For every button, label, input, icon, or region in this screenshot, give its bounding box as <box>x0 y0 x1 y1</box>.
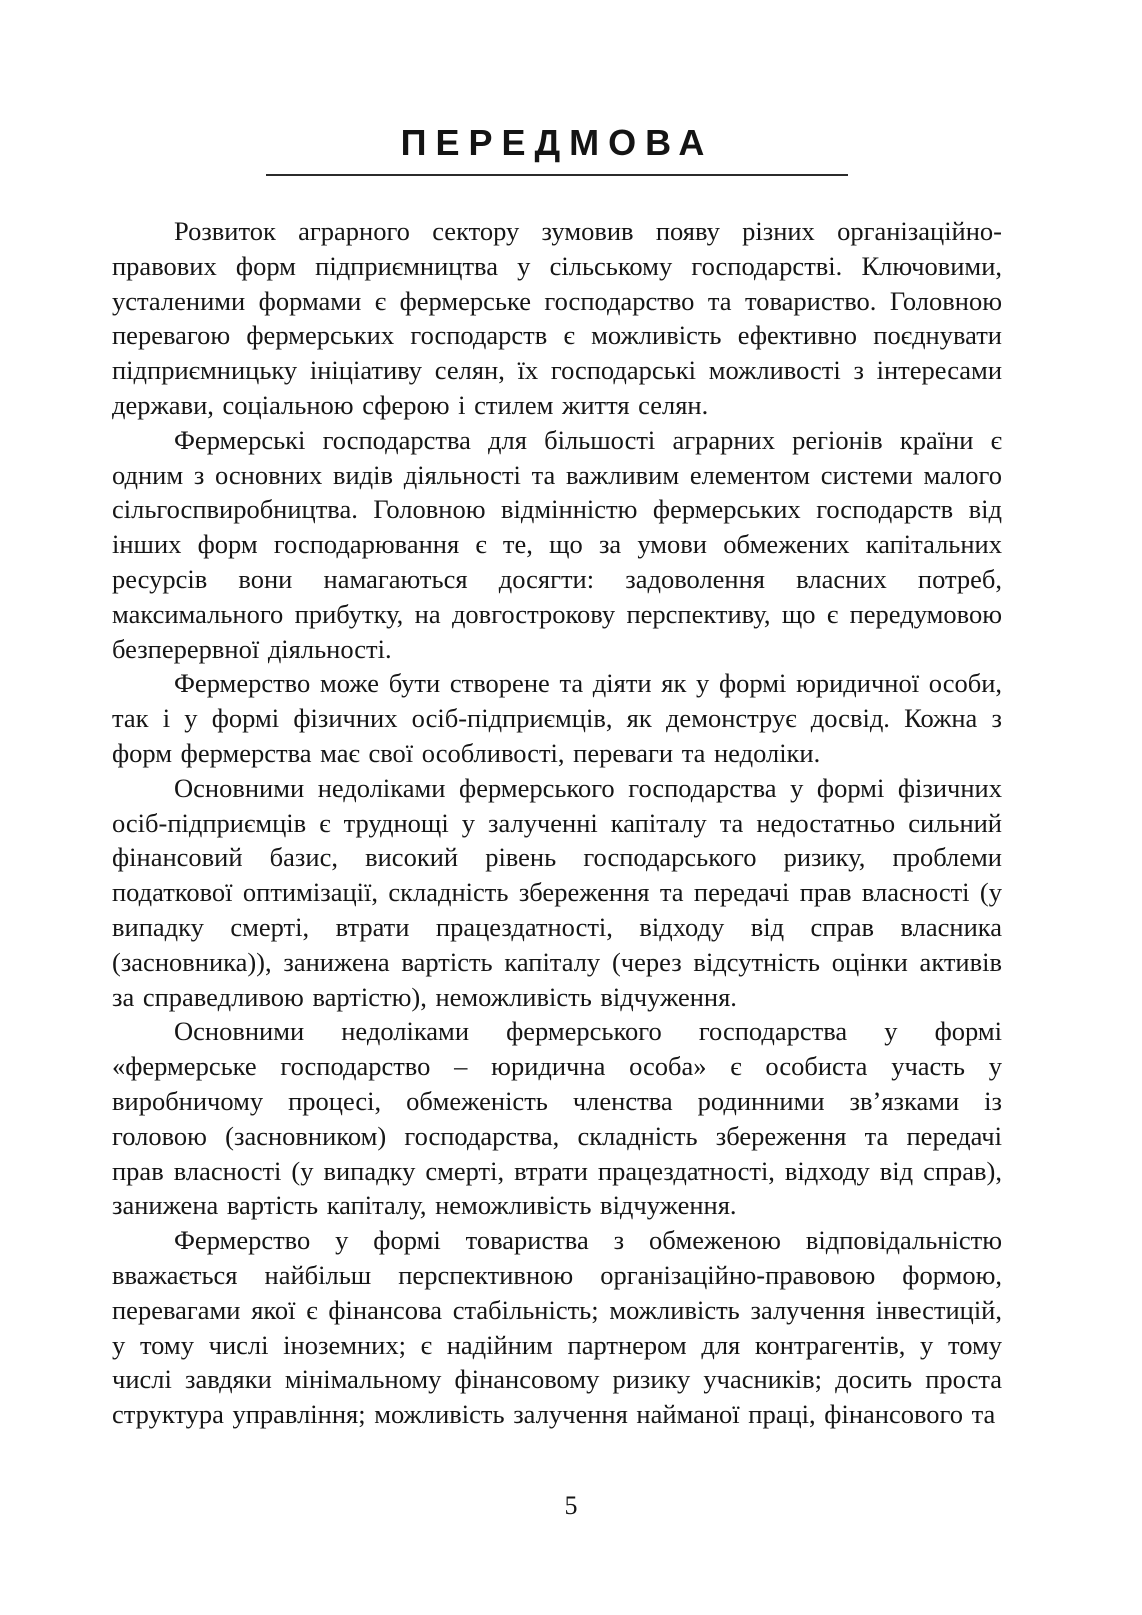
document-body <box>112 214 1002 1432</box>
paragraph-2: Фермерські господарства для більшості аграрних регіонів країни є одним з основних видів діяльності та важливим елементом системи малого сільгоспвиробництва. Головною відмінністю фермерських господарств від інших форм господарювання є те, що за умови обмежених капітальних ресурсів вони намагаються досягти: задоволення власних потреб, максимального прибутку, на довгострокову перспективу, що є передумовою безперервної діяльності. <box>112 424 1002 664</box>
page-number: 5 <box>564 1491 578 1520</box>
page-header <box>112 122 1002 176</box>
paragraph-1: Розвиток аграрного сектору зумовив появу різних організаційно-правових форм підприємництва у сільському господарстві. Ключовими, усталеними формами є фермерське господарство та товариство. Головною перевагою фермерських господарств є можливість ефективно поєднувати підприємницьку ініціативу селян, їх господарські можливості з інтересами держави, соціальною сферою і стилем життя селян. <box>112 216 1002 420</box>
paragraph-6: Фермерство у формі товариства з обмеженою відповідальністю вважається найбільш перспективною організаційно-правовою формою, перевагами якої є фінансова стабільність; можливість залучення інвестицій, у тому числі іноземних; є надійним партнером для контрагентів, у тому числі завдяки мінімальному фінансовому ризику учасників; досить проста структура управління; можливість залучення найманої праці, фінансового та <box>112 1225 1002 1430</box>
paragraph-3: Фермерство може бути створене та діяти як у формі юридичної особи, так і у формі фізичних осіб-підприємців, як демонструє досвід. Кожна з форм фермерства має свої особливості, переваги та недоліки. <box>112 668 1002 768</box>
paragraph-4: Основними недоліками фермерського господарства у формі фізичних осіб-підприємців є труднощі у залученні капіталу та недостатньо сильний фінансовий базис, високий рівень господарського ризику, проблеми податкової оптимізації, складність збереження та передачі прав власності (у випадку смерті, втрати працездатності, відходу від справ власника (засновника)), занижена вартість капіталу (через відсутність оцінки активів за справедливою вартістю), неможливість відчуження. <box>112 772 1002 1012</box>
title-underline <box>266 174 848 176</box>
page-footer <box>0 1491 1142 1521</box>
page-title: ПЕРЕДМОВА <box>400 122 714 163</box>
paragraph-5: Основними недоліками фермерського господарства у формі «фермерське господарство – юридична особа» є особиста участь у виробничому процесі, обмеженість членства родинними зв’язками із головою (засновником) господарства, складність збереження та передачі прав власності (у випадку смерті, втрати працездатності, відходу від справ), занижена вартість капіталу, неможливість відчуження. <box>112 1016 1002 1221</box>
